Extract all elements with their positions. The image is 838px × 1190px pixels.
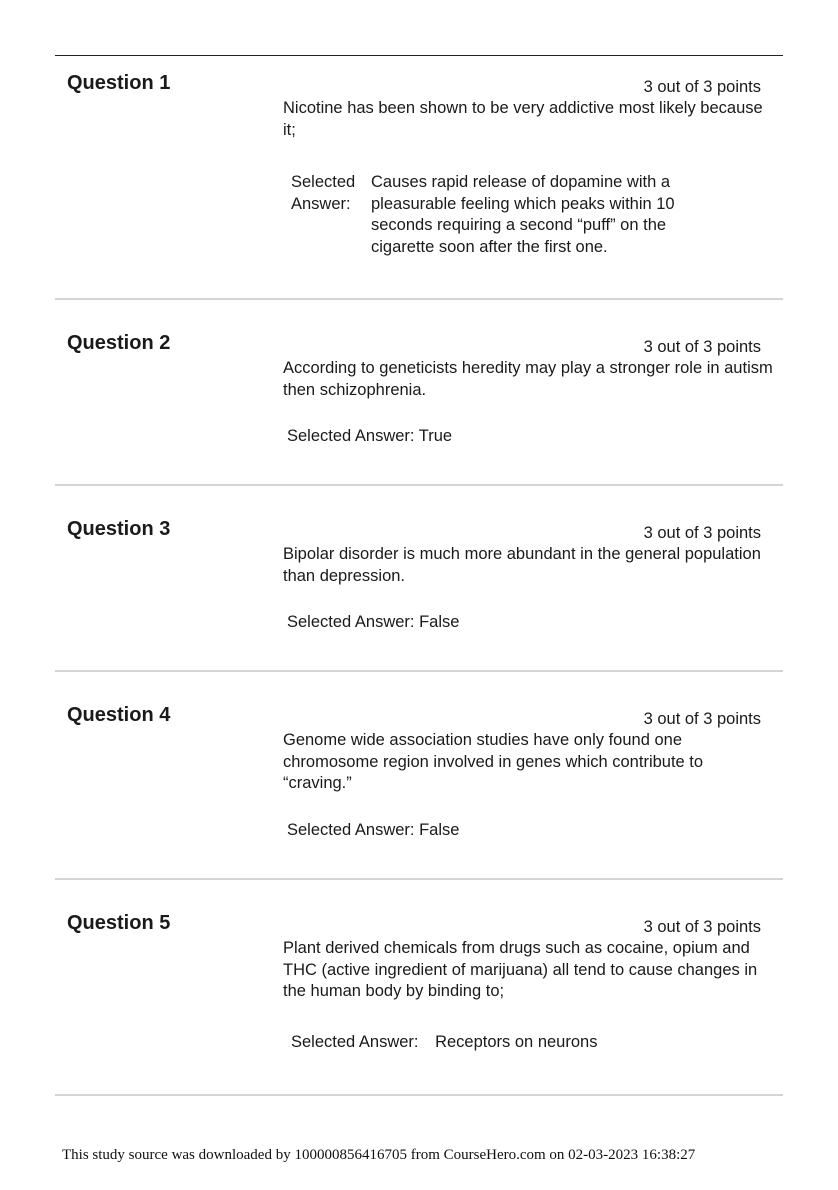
question-text: Genome wide association studies have only found one chromosome region involved in genes which contribute to “craving.” (283, 731, 704, 792)
selected-answer (291, 1033, 597, 1052)
selected-answer-label: Selected Answer: (287, 427, 415, 445)
question-2 (55, 316, 783, 486)
question-divider (55, 1094, 783, 1096)
question-title: Question 3 (67, 518, 171, 540)
selected-answer (287, 427, 452, 446)
selected-answer-value: Causes rapid release of dopamine with a pleasurable feeling which peaks within 10 seconds requiring a second “puff” on the cigarette soon after the first one. (371, 173, 675, 256)
question-text: Nicotine has been shown to be very addictive most likely because it; (283, 99, 763, 139)
question-4 (55, 688, 783, 880)
selected-answer (287, 821, 459, 840)
question-3 (55, 502, 783, 672)
selected-answer-label: Selected Answer: (291, 173, 356, 213)
question-points: 3 out of 3 points (643, 78, 761, 96)
selected-answer-label: Selected Answer: (291, 1033, 419, 1051)
download-footer: This study source was downloaded by 100000856416705 from CourseHero.com on 02-03-2023 16:38:27 (62, 1147, 696, 1163)
question-text: Bipolar disorder is much more abundant in the general population than depression. (283, 545, 761, 585)
selected-answer-value: True (418, 427, 453, 445)
selected-answer-label: Selected Answer: (287, 821, 415, 839)
question-points: 3 out of 3 points (643, 710, 761, 728)
selected-answer-value: False (419, 821, 460, 839)
selected-answer (287, 172, 721, 258)
selected-answer-label: Selected Answer: (287, 613, 415, 631)
question-text: Plant derived chemicals from drugs such as cocaine, opium and THC (active ingredient of marijuana) all tend to cause changes in the human body by binding to; (283, 939, 758, 1000)
question-points: 3 out of 3 points (643, 918, 761, 936)
question-title: Question 5 (67, 912, 171, 934)
question-title: Question 1 (67, 72, 171, 94)
question-1 (55, 56, 783, 300)
question-title: Question 2 (67, 332, 171, 354)
question-divider (55, 298, 783, 300)
question-text: According to geneticists heredity may play a stronger role in autism then schizophrenia. (283, 359, 773, 399)
question-5 (55, 896, 783, 1096)
question-divider (55, 878, 783, 880)
question-title: Question 4 (67, 704, 171, 726)
selected-answer-value: False (419, 613, 460, 631)
question-divider (55, 484, 783, 486)
question-divider (55, 670, 783, 672)
question-points: 3 out of 3 points (643, 524, 761, 542)
selected-answer (287, 613, 459, 632)
question-points: 3 out of 3 points (643, 338, 761, 356)
selected-answer-value: Receptors on neurons (435, 1033, 598, 1051)
